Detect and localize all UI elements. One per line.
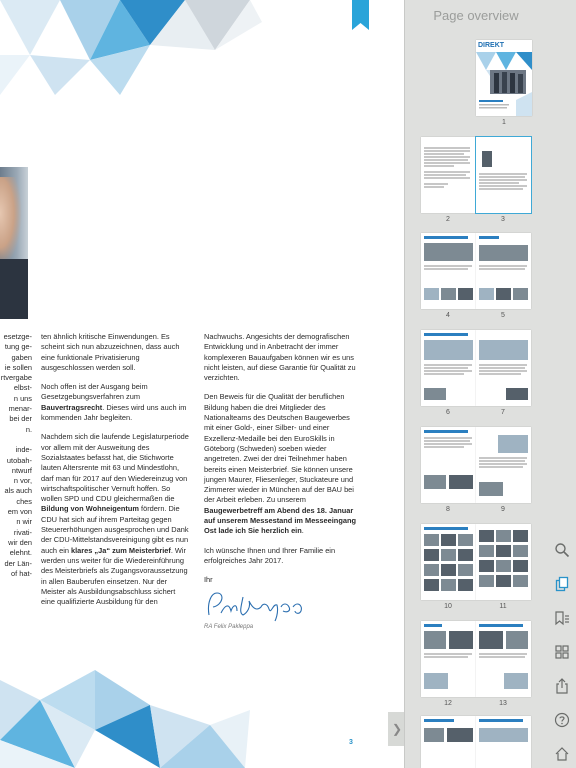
text-line: gaben: [11, 352, 32, 362]
bookmarks-icon[interactable]: [554, 610, 570, 626]
text-line: ches: [16, 496, 32, 506]
text-line: ntwurf: [11, 465, 32, 475]
panel-title: Page overview: [433, 8, 519, 23]
thumb-label-2: 2: [446, 216, 450, 223]
thumbnail-page-12[interactable]: [421, 621, 476, 697]
text-line: n wir: [16, 517, 32, 527]
text-line: als auch: [4, 486, 32, 496]
text-line: rivati-: [13, 527, 32, 537]
thumbnail-page-13[interactable]: [476, 621, 531, 697]
thumbnail-page-8[interactable]: [421, 427, 476, 503]
share-icon[interactable]: [554, 678, 570, 694]
thumbnail-page-7[interactable]: [476, 330, 531, 406]
paragraph: ten ähnlich kritische Einwendungen. Es scheint sich nun abzuzeichnen, dass auch eine funktionale Privatisierung ausgeschlossen werden soll.: [41, 332, 180, 372]
thumb-label-6: 6: [446, 409, 450, 416]
search-icon[interactable]: [554, 542, 570, 558]
text-line: ie sollen: [4, 362, 32, 372]
thumbnail-page-5[interactable]: [476, 233, 531, 309]
text-line: utobah-: [6, 455, 32, 465]
cover-art: [476, 40, 532, 116]
paragraph: Den Beweis für die Qualität der beruflichen Bildung haben die drei Mitglieder des Nationalteams des Deutschen Baugewerbes mit einer Gold-, einer Silber- und einer Exzellenz-Medaille bei den EuroSkills in Göteborg (Schweden) soeben wieder angetreten. Zwei der drei Teilnehmer haben bereits einen Meisterbrief. Sie können unsere jungen Maurer, Fliesenleger, Stuckateure und Zimmerer wieder in München auf der BAU bei der Arbeit erleben. Zu unserem Baugewerbetreff am Abend des 18. Januar auf unserem Messestand im Messeeingang Ost lade ich Sie herzlich ein.: [204, 392, 356, 536]
decorative-triangles-top: [0, 0, 404, 95]
thumbnail-page-10[interactable]: [421, 524, 476, 600]
signature-image: [203, 585, 313, 625]
page-number: 3: [349, 739, 353, 746]
paragraph: Ihr: [204, 575, 213, 585]
thumb-label-12: 12: [444, 700, 452, 707]
pages-icon[interactable]: [554, 576, 570, 592]
thumb-label-8: 8: [446, 506, 450, 513]
next-page-button[interactable]: [388, 712, 404, 746]
thumbnail-page-15[interactable]: [476, 716, 531, 768]
thumbnail-page-14[interactable]: [421, 716, 476, 768]
text-line: inde-: [15, 445, 32, 455]
chevron-right-icon: ❯: [392, 722, 403, 736]
portrait-photo: [0, 167, 28, 319]
thumbnail-page-1[interactable]: [476, 40, 532, 116]
help-icon[interactable]: [554, 712, 570, 728]
text-line: tung ge-: [4, 342, 32, 352]
paragraph: Ich wünsche Ihnen und Ihrer Familie ein erfolgreiches Jahr 2017.: [204, 545, 336, 565]
decorative-triangles-bottom: [0, 670, 404, 768]
thumb-label-3: 3: [501, 216, 505, 223]
thumb-label-7: 7: [501, 409, 505, 416]
text-column-3: [204, 332, 356, 595]
text-line: n uns: [13, 393, 32, 403]
thumb-label-11: 11: [499, 603, 507, 610]
cover-title: DIREKT: [478, 42, 505, 49]
thumb-label-4: 4: [446, 312, 450, 319]
text-line: em von: [7, 507, 32, 517]
thumbnail-page-3[interactable]: [476, 137, 531, 213]
text-column-2: [41, 332, 191, 616]
thumb-label-13: 13: [499, 700, 507, 707]
page-overview-panel: [404, 0, 576, 768]
home-icon[interactable]: [554, 746, 570, 762]
text-line: wir den: [8, 537, 32, 547]
text-line: of hat-: [11, 568, 32, 578]
text-line: elehnt.: [9, 548, 32, 558]
thumbnail-page-9[interactable]: [476, 427, 531, 503]
text-line: esetzge-: [3, 332, 32, 341]
thumbnail-page-6[interactable]: [421, 330, 476, 406]
text-line: [0, 435, 32, 445]
thumbnail-page-11[interactable]: [476, 524, 531, 600]
thumb-label-1: 1: [502, 119, 506, 126]
paragraph: Noch offen ist der Ausgang beim Gesetzgebungsverfahren zum Bauvertragsrecht. Dieses wird uns auch im kommenden Jahr begleiten.: [41, 382, 187, 423]
signature-caption: RA Felix Pakleppa: [204, 624, 254, 630]
text-line: bei der: [9, 414, 32, 424]
text-line: n vor,: [13, 476, 32, 486]
bookmark-ribbon-icon[interactable]: [352, 0, 369, 30]
text-line: rtvergabe: [0, 373, 32, 383]
thumbnail-page-4[interactable]: [421, 233, 476, 309]
text-column-1: [0, 332, 32, 579]
paragraph: Nachdem sich die laufende Legislaturperiode vor allem mit der Ausweitung des Sozialstaates befasst hat, die Stichworte lauten Altersrente mit 63 und Mindestlohn, darf man für 2017 auf den Wiedereinzug von wirtschaftspolitischer Vernuft hoffen. So wollen SPD und CDU gleichermaßen die Bildung von Wohneigentum fördern. Die CDU hat sich auf ihrem Parteitag gegen Steuererhöhungen ausgesprochen und Dank der CDU-Mittelstandsvereinigung gibt es nun auch ein klares „Ja“ zum Meisterbrief. Wir werden uns weiter für die Wiedereinführung des Meisterbriefs als Zugangsvoraussetzung in allen Bauberufen einsetzen. Nur der Meister als Ausbildungsabschluss sichert eine qualifizierte Ausbildung für den: [41, 432, 189, 607]
paragraph: Nachwuchs. Angesichts der demografischen Entwicklung und in Anbetracht der immer komplexeren Bauaufgaben können wir es uns nicht leisten, auf diese Garantie für Qualität zu verzichten.: [204, 332, 356, 383]
text-line: menar-: [8, 404, 32, 414]
thumb-label-10: 10: [444, 603, 452, 610]
text-line: der Län-: [4, 558, 32, 568]
thumb-label-9: 9: [501, 506, 505, 513]
grid-icon[interactable]: [554, 644, 570, 660]
text-line: n.: [25, 424, 32, 434]
thumbnail-page-2[interactable]: [421, 137, 476, 213]
text-line: elbst-: [13, 383, 32, 393]
thumb-label-5: 5: [501, 312, 505, 319]
